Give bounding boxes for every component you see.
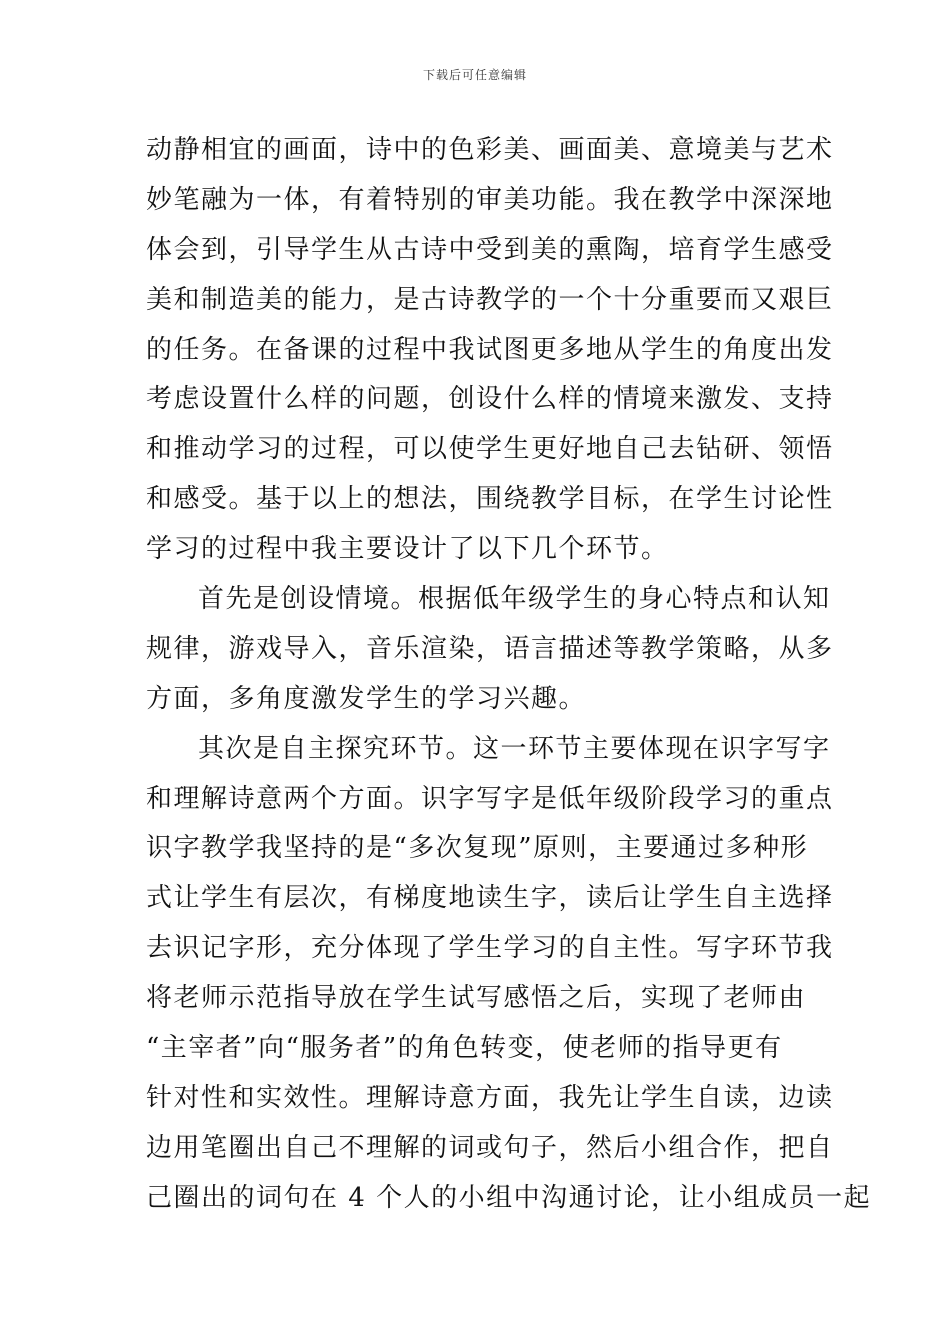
text-line: “主宰者”向“服务者”的角色转变，使老师的指导更有: [146, 1033, 783, 1064]
text-line: 其次是自主探究环节。这一环节主要体现在识字写字: [198, 733, 831, 764]
text-line: 的任务。在备课的过程中我试图更多地从学生的角度出发: [146, 334, 834, 365]
text-line: 针对性和实效性。理解诗意方面，我先让学生自读，边读: [146, 1082, 834, 1113]
text-line: 边用笔圈出自己不理解的词或句子，然后小组合作，把自: [146, 1132, 834, 1163]
text-line: 和推动学习的过程，可以使学生更好地自己去钻研、领悟: [146, 434, 834, 465]
page-header: 下载后可任意编辑: [422, 68, 527, 82]
text-line: 己圈出的词句在 4 个人的小组中沟通讨论，让小组成员一起: [146, 1182, 872, 1213]
text-line: 妙笔融为一体，有着特别的审美功能。我在教学中深深地: [146, 184, 834, 215]
text-line: 和感受。基于以上的想法，围绕教学目标，在学生讨论性: [146, 484, 834, 515]
text-line: 识字教学我坚持的是“多次复现”原则，主要通过多种形: [146, 833, 809, 864]
text-line: 规律，游戏导入，音乐渲染，语言描述等教学策略，从多: [146, 633, 834, 664]
body-text: [146, 126, 872, 1224]
text-line: 考虑设置什么样的问题，创设什么样的情境来激发、支持: [146, 384, 834, 415]
text-line: 和理解诗意两个方面。识字写字是低年级阶段学习的重点: [146, 783, 834, 814]
text-line: 美和制造美的能力，是古诗教学的一个十分重要而又艰巨: [146, 284, 834, 315]
text-line: 动静相宜的画面，诗中的色彩美、画面美、意境美与艺术: [146, 135, 834, 165]
text-line: 首先是创设情境。根据低年级学生的身心特点和认知: [198, 584, 831, 615]
text-line: 将老师示范指导放在学生试写感悟之后，实现了老师由: [146, 983, 807, 1014]
text-line: 式让学生有层次，有梯度地读生字，读后让学生自主选择: [146, 883, 834, 914]
text-line: 学习的过程中我主要设计了以下几个环节。: [146, 534, 669, 565]
text-line: 去识记字形，充分体现了学生学习的自主性。写字环节我: [146, 933, 834, 964]
text-line: 方面，多角度激发学生的学习兴趣。: [146, 683, 587, 714]
text-line: 体会到，引导学生从古诗中受到美的熏陶，培育学生感受: [146, 234, 834, 265]
